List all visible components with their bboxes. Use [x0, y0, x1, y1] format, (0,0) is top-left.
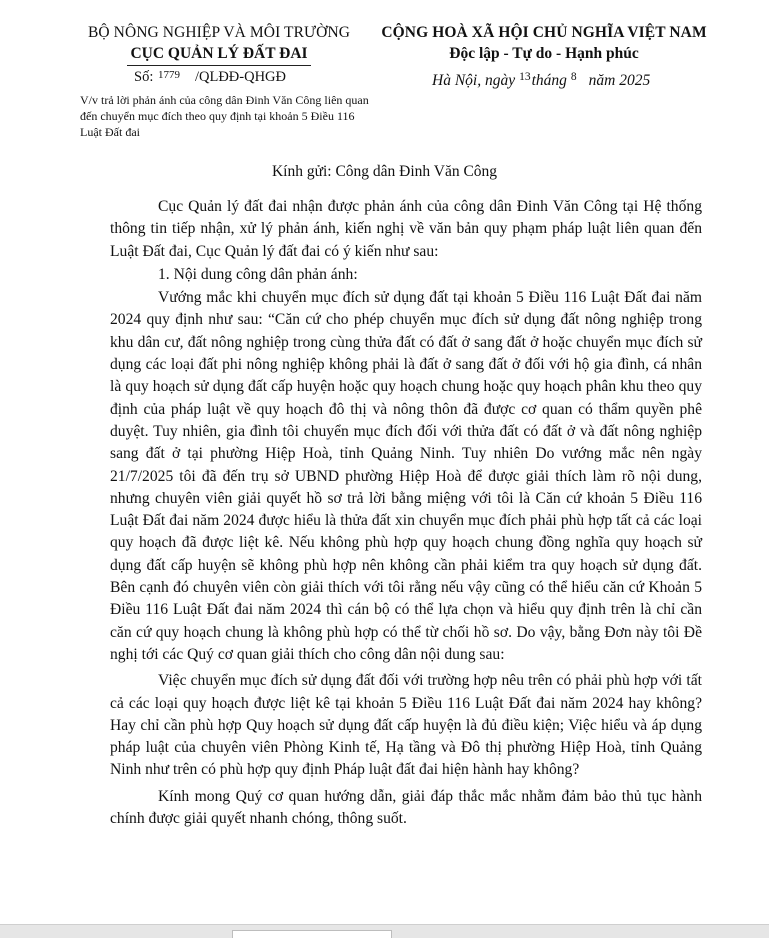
document-number [134, 69, 286, 86]
document-subject: V/v trả lời phản ánh của công dân Đinh Văn Công liên quan đến chuyển mục đích theo quy định tại khoản 5 Điều 116 Luật Đất đai [80, 93, 369, 139]
date-year: năm 2025 [588, 72, 651, 89]
national-motto: Độc lập - Tự do - Hạnh phúc [449, 45, 639, 62]
document-body [110, 196, 702, 831]
issuing-agency-block [60, 22, 378, 66]
date-line [432, 72, 650, 90]
department-name: CỤC QUẢN LÝ ĐẤT ĐAI [127, 43, 310, 66]
document-number-prefix: Số: [134, 69, 154, 85]
ministry-name: BỘ NÔNG NGHIỆP VÀ MÔI TRƯỜNG [87, 24, 351, 41]
national-heading-block [362, 22, 726, 64]
document-number-suffix: /QLĐĐ-QHGĐ [194, 69, 286, 85]
document-number-value: 1779 [157, 69, 180, 81]
date-prefix: Hà Nội, ngày [432, 72, 516, 89]
date-month-word: tháng [531, 72, 567, 89]
body-paragraph: Vướng mắc khi chuyển mục đích sử dụng đất tại khoản 5 Điều 116 Luật Đất đai năm 2024 quy định như sau: “Căn cứ cho phép chuyển mục đích sử dụng đất nông nghiệp trong khu dân cư, đất nông nghiệp trong cùng thửa đất có đất ở sang đất ở hoặc chuyển mục đích sử dụng các loại đất phi nông nghiệp không phải là đất ở sang đất ở đối với hộ gia đình, cá nhân là quy hoạch sử dụng đất cấp huyện hoặc quy hoạch chung hoặc quy hoạch phân khu theo quy định của pháp luật về quy hoạch đô thị và nông thôn đã được cơ quan có thẩm quyền phê duyệt. Tuy nhiên, gia đình tôi chuyển mục đích đối với thửa đất có đất ở và đất nông nghiệp sang đất ở tại phường Hiệp Hoà, tỉnh Quảng Ninh. Tuy nhiên Do vướng mắc nên ngày 21/7/2025 tôi đã đến trụ sở UBND phường Hiệp Hoà để được giải thích làm rõ nội dung, nhưng chuyên viên giải quyết hồ sơ trả lời bằng miệng với tôi là Căn cứ khoản 5 Điều 116 Luật Đất đai năm 2024 được hiểu là thửa đất xin chuyển mục đích phải phù hợp tất cả các loại quy hoạch đã được liệt kê. Nếu không phù hợp quy hoạch chung đồng nghĩa quy hoạch sử dụng đất cấp huyện sẽ không phù hợp nên không cần phải kiểm tra quy hoạch sử dụng đất. Bên cạnh đó chuyên viên còn giải thích với tôi rằng nếu vậy cũng có thể hiểu căn cứ Khoản 5 Điều 116 Luật Đất đai năm 2024 thì cán bộ có thể lựa chọn và hiểu quy định trên là chỉ cần căn cứ quy hoạch chung là không phù hợp có thể từ chối hồ sơ. Do vậy, bằng Đơn này tôi Đề nghị tới các Quý cơ quan giải thích cho công dân nội dung sau: [110, 289, 702, 663]
section-heading: 1. Nội dung công dân phản ánh: [158, 265, 358, 283]
recipient-greeting: Kính gửi: Công dân Đinh Văn Công [271, 163, 498, 180]
body-paragraph: Cục Quản lý đất đai nhận được phản ánh của công dân Đinh Văn Công tại Hệ thống thông tin tiếp nhận, xử lý phản ánh, kiến nghị về văn bản quy phạm pháp luật liên quan đến Luật Đất đai, Cục Quản lý đất đai có ý kiến như sau: [110, 198, 702, 260]
date-day: 13 [519, 71, 531, 83]
body-paragraph: Việc chuyển mục đích sử dụng đất đối với trường hợp nêu trên có phải phù hợp với tất cả các loại quy hoạch được liệt kê tại khoản 5 Điều 116 Luật Đất đai năm 2024 hay không? Hay chỉ cần phù hợp Quy hoạch sử dụng đất cấp huyện là đủ điều kiện; Việc hiểu và áp dụng pháp luật của chuyên viên Phòng Kinh tế, Hạ tầng và Đô thị phường Hiệp Hoà, tỉnh Quảng Ninh như trên có phù hợp quy định Pháp luật đất đai hiện hành hay không? [110, 672, 702, 779]
country-name: CỘNG HOÀ XÃ HỘI CHỦ NGHĨA VIỆT NAM [381, 24, 707, 41]
date-month: 8 [570, 71, 577, 83]
body-paragraph: Kính mong Quý cơ quan hướng dẫn, giải đáp thắc mắc nhằm đảm bảo thủ tục hành chính được giải quyết nhanh chóng, thông suốt. [110, 787, 702, 828]
